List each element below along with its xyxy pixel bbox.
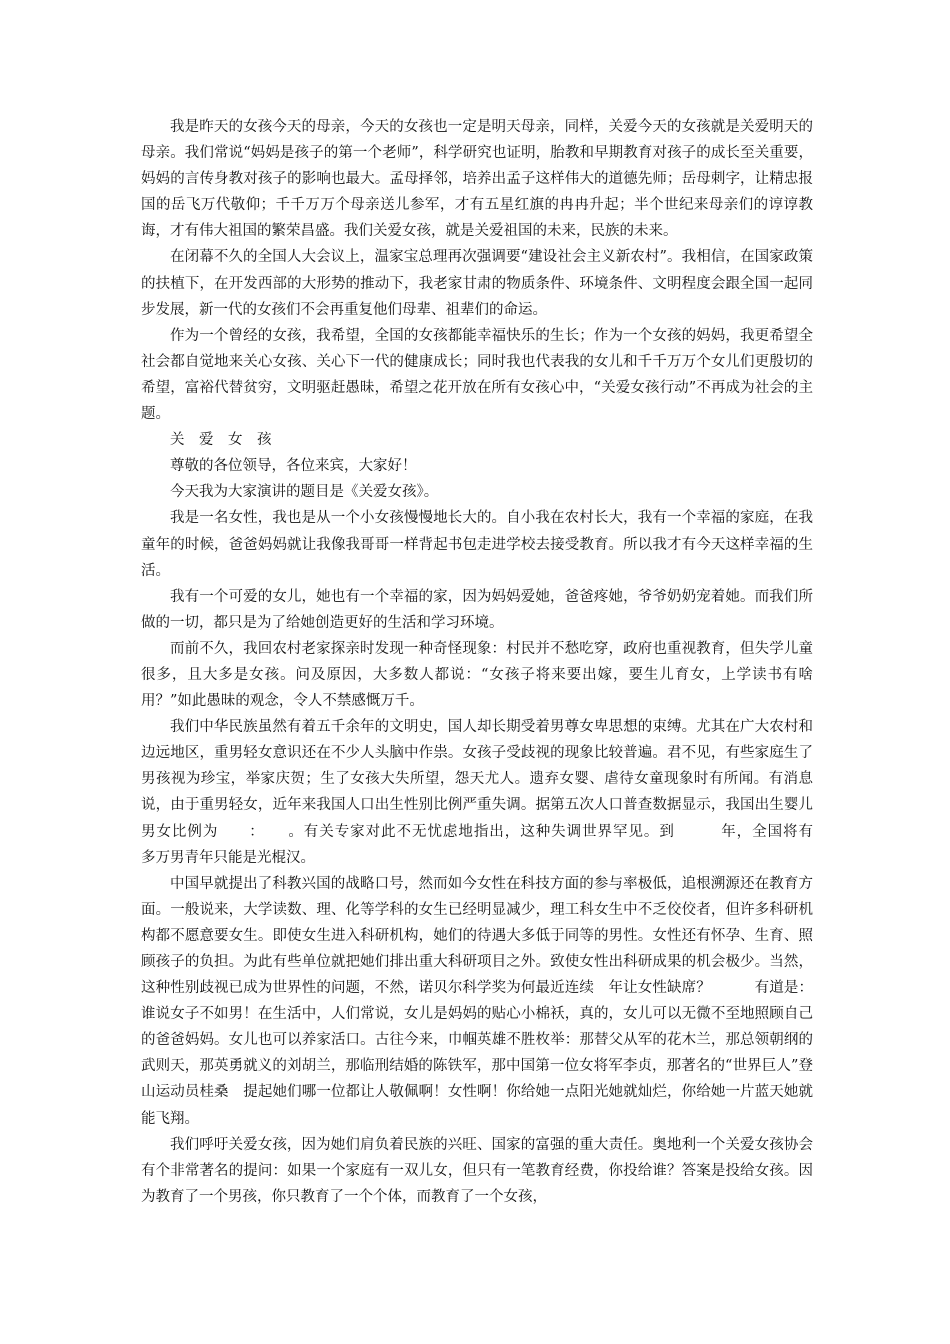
speech-title: 关 爱 女 孩 xyxy=(170,432,272,449)
paragraph-daughter: 我有一个可爱的女儿，她也有一个幸福的家，因为妈妈爱她，爸爸疼她，爷爷奶奶宠着她。而我们所做的一切，都只是为了给她创造更好的生活和学习环境。 xyxy=(141,588,813,631)
paragraph-hope: 作为一个曾经的女孩，我希望，全国的女孩都能幸福快乐的生长；作为一个女孩的妈妈，我更希望全社会都自觉地来关心女孩、关心下一代的健康成长；同时我也代表我的女儿和千千万万个女儿们更殷切的希望，富裕代替贫穷，文明驱赶愚昧，希望之花开放在所有女孩心中，“关爱女孩行动”不再成为社会的主题。 xyxy=(141,327,813,423)
paragraph-appeal: 我们呼吁关爱女孩，因为她们肩负着民族的兴旺、国家的富强的重大责任。奥地利一个关爱女孩协会有个非常著名的提问：如果一个家庭有一双儿女，但只有一笔教育经费，你投给谁？答案是投给女孩。因为教育了一个男孩，你只教育了一个个体，而教育了一个女孩， xyxy=(141,1136,813,1205)
paragraph-mothers: 我是昨天的女孩今天的母亲，今天的女孩也一定是明天母亲，同样，关爱今天的女孩就是关爱明天的母亲。我们常说“妈妈是孩子的第一个老师”，科学研究也证明，胎教和早期教育对孩子的成长至关重要，妈妈的言传身教对孩子的影响也最大。孟母择邻，培养出孟子这样伟大的道德先师；岳母刺字，让精忠报国的岳飞万代敬仰；千千万万个母亲送儿参军，才有五星红旗的冉冉升起；半个世纪来母亲们的谆谆教诲，才有伟大祖国的繁荣昌盛。我们关爱女孩，就是关爱祖国的未来，民族的未来。 xyxy=(141,119,813,240)
paragraph-science-education: 中国早就提出了科教兴国的战略口号，然而如今女性在科技方面的参与率极低，追根溯源还在教育方面。一般说来，大学读数、理、化等学科的女生已经明显减少，理工科女生中不乏佼佼者，但许多科研机构都不愿意要女生。即使女生进入科研机构，她们的待遇大多低于同等的男性。女性还有怀孕、生育、照顾孩子的负担。为此有些单位就把她们排出重大科研项目之外。致使女性出科研成果的机会极少。当然，这种性别歧视已成为世界性的问题，不然，诺贝尔科学奖为何最近连续 年让女性缺席？ 有道是：谁说女子不如男！在生活中，人们常说，女儿是妈妈的贴心小棉袄，真的，女儿可以无微不至地照顾自己的爸爸妈妈。女儿也可以养家活口。古往今来，巾帼英雄不胜枚举：那替父从军的花木兰，那总领朝纲的武则天，那英勇就义的刘胡兰，那临刑结婚的陈铁军，那中国第一位女将军李贞，那著名的“世界巨人”登山运动员桂桑 提起她们哪一位都让人敬佩啊！女性啊！你给她一点阳光她就灿烂，你给她一片蓝天她就能飞翔。 xyxy=(141,875,813,1127)
paragraph-village-visit: 而前不久，我回农村老家探亲时发现一种奇怪现象：村民并不愁吃穿，政府也重视教育，但失学儿童很多，且大多是女孩。问及原因，大多数人都说：“女孩子将来要出嫁，要生儿育女，上学读书有啥用？”如此愚昧的观念，令人不禁感慨万千。 xyxy=(141,640,813,710)
paragraph-childhood: 我是一名女性，我也是从一个小女孩慢慢地长大的。自小我在农村长大，我有一个幸福的家庭，在我童年的时候，爸爸妈妈就让我像我哥哥一样背起书包走进学校去接受教育。所以我才有今天这样幸福的生活。 xyxy=(141,510,813,579)
paragraph-topic: 今天我为大家演讲的题目是《关爱女孩》。 xyxy=(170,484,439,501)
document-page xyxy=(141,114,857,1210)
paragraph-new-countryside: 在闭幕不久的全国人大会议上，温家宝总理再次强调要“建设社会主义新农村”。我相信，在国家政策的扶植下，在开发西部的大形势的推动下，我老家甘肃的物质条件、环境条件、文明程度会跟全国一起同步发展，新一代的女孩们不会再重复他们母辈、祖辈们的命运。 xyxy=(141,249,813,318)
paragraph-gender-bias: 我们中华民族虽然有着五千余年的文明史，国人却长期受着男尊女卑思想的束缚。尤其在广大农村和边远地区，重男轻女意识还在不少人头脑中作祟。女孩子受歧视的现象比较普遍。君不见，有些家庭生了男孩视为珍宝，举家庆贺；生了女孩大失所望，怨天尤人。遗弃女婴、虐待女童现象时有所闻。有消息说，由于重男轻女，近年来我国人口出生性别比例严重失调。据第五次人口普查数据显示，我国出生婴儿男女比例为 ： 。有关专家对此不无忧虑地指出，这种失调世界罕见。到 年，全国将有 多万男青年只能是光棍汉。 xyxy=(141,719,857,866)
paragraph-greeting: 尊敬的各位领导，各位来宾，大家好！ xyxy=(170,458,417,475)
